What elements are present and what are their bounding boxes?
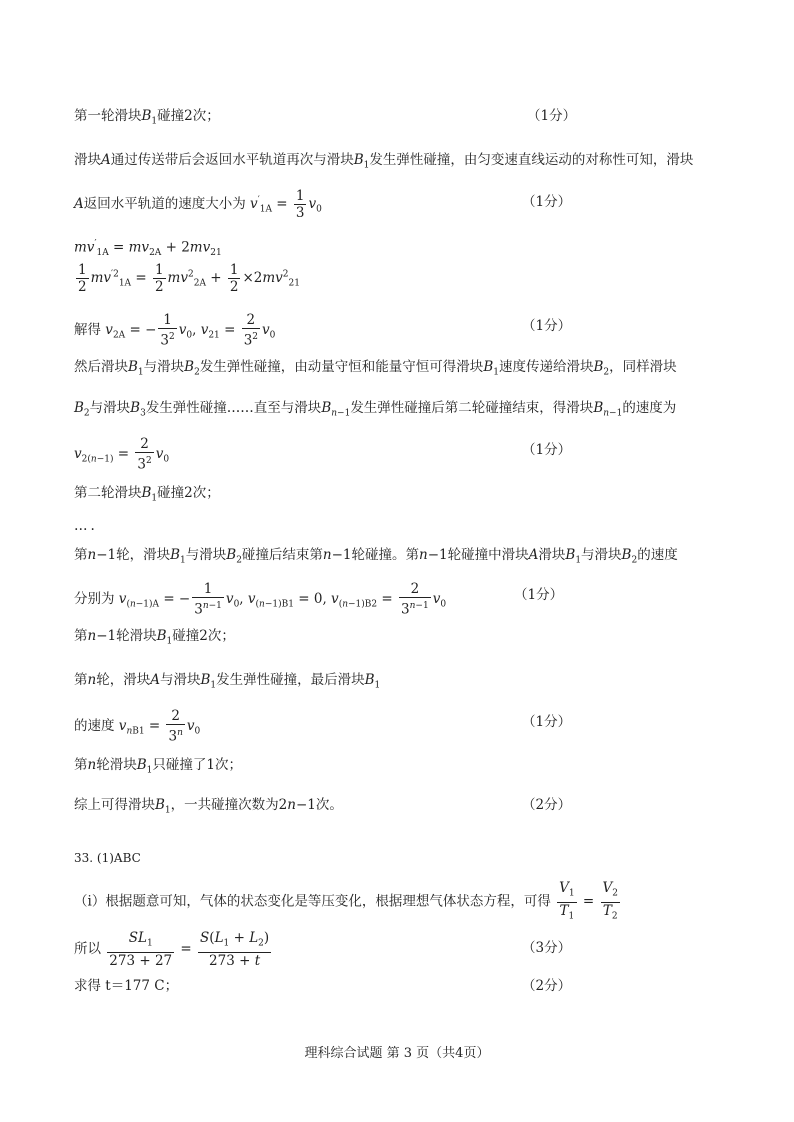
text-line-17: 第n轮滑块$B_1$只碰撞了1次； (74, 757, 242, 776)
question-33-header: 33. (1)ABC (74, 851, 141, 865)
text-line-solution-1: 解得 $v_{2A}$ = − $\frac{1}{3^2}$ $v_0$, $v_{21}$ = $\frac{2}{3^2}$ $v_0$ (74, 312, 276, 349)
equation-velocities: 分别为 $v_{(n-1)A}$ = − $\frac{1}{3^{n-1}}$ $v_0$, $v_{(n-1)B1} = 0$, $v_{(n-1)B2}$ = $\frac{2}{3^{n-1}}$ $v_0$ (74, 581, 447, 618)
text-line-8: $B_2$与滑块$B_3$发生弹性碰撞……直至与滑块$B_{n-1}$发生弹性碰撞后第二轮碰撞结束，得滑块$B_{n-1}$的速度为 (74, 400, 677, 419)
text-line-2: 滑块A通过传送带后会返回水平轨道再次与滑块$B_1$发生弹性碰撞，由匀变速直线运动的对称性可知，滑块 (74, 152, 694, 171)
equation-v2n: $v_{2(n-1)}$ = $\frac{2}{3^2}$ $v_0$ (74, 436, 170, 473)
fraction: $\frac{1}{3}$ (295, 188, 305, 221)
score-18: （2分） (522, 797, 572, 813)
text-line-12: 第n−1轮，滑块$B_1$与滑块$B_2$碰撞后结束第n−1轮碰撞。第n−1轮碰撞中滑块A滑块$B_1$与滑块$B_2$的速度 (74, 547, 678, 566)
equation-momentum: $mv'_{1A} = mv_{2A} + 2mv_{21}$ (74, 239, 222, 259)
page-footer: 理科综合试题 第 3 页（共4页） (304, 1046, 490, 1061)
score-21: （3分） (522, 940, 572, 956)
equation-energy: $\frac{1}{2}$ $mv^{'2}_{1A}$ = $\frac{1}{2}$ $mv^2_{2A}$ + $\frac{1}{2}$ $\times 2mv^2_{21}$ (78, 262, 300, 295)
score-1: （1分） (527, 108, 577, 124)
equation-vnb1: 的速度 $v_{nB1}$ = $\frac{2}{3^n}$ $v_0$ (74, 708, 201, 745)
text-line-14: 第n−1轮滑块$B_1$碰撞2次； (74, 628, 235, 647)
text-line-20: （i）根据题意可知，气体的状态变化是等压变化，根据理想气体状态方程，可得 $\frac{V_1}{T_1}$ = $\frac{V_2}{T_2}$ (74, 880, 618, 922)
text-line-22: 求得 t＝177 C； (74, 978, 179, 994)
score-6: （1分） (522, 318, 572, 334)
ellipsis: …. (74, 518, 98, 534)
equation-gas: 所以 $\frac{SL_1}{273 + 27}$ = $\frac{S(L_1 + L_2)}{273 + t}$ (74, 930, 270, 969)
score-3: （1分） (522, 194, 572, 210)
text-line-3: A返回水平轨道的速度大小为 $v'_{1A}$ = $\frac{1}{3}$ $v_0$ (74, 188, 322, 221)
score-9: （1分） (522, 442, 572, 458)
score-22: （2分） (522, 978, 572, 994)
text-line-7: 然后滑块$B_1$与滑块$B_2$发生弹性碰撞，由动量守恒和能量守恒可得滑块$B_1$速度传递给滑块$B_2$，同样滑块 (74, 359, 677, 378)
score-16: （1分） (522, 714, 572, 730)
text-line-10: 第二轮滑块$B_1$碰撞2次； (74, 485, 220, 504)
text-line-18: 综上可得滑块$B_1$，一共碰撞次数为2n−1次。 (74, 797, 343, 816)
text-line-15: 第n轮，滑块A与滑块$B_1$发生弹性碰撞，最后滑块$B_1$ (74, 672, 381, 691)
text-line-1: 第一轮滑块$B_1$碰撞2次； (74, 108, 220, 127)
score-13: （1分） (514, 587, 564, 603)
